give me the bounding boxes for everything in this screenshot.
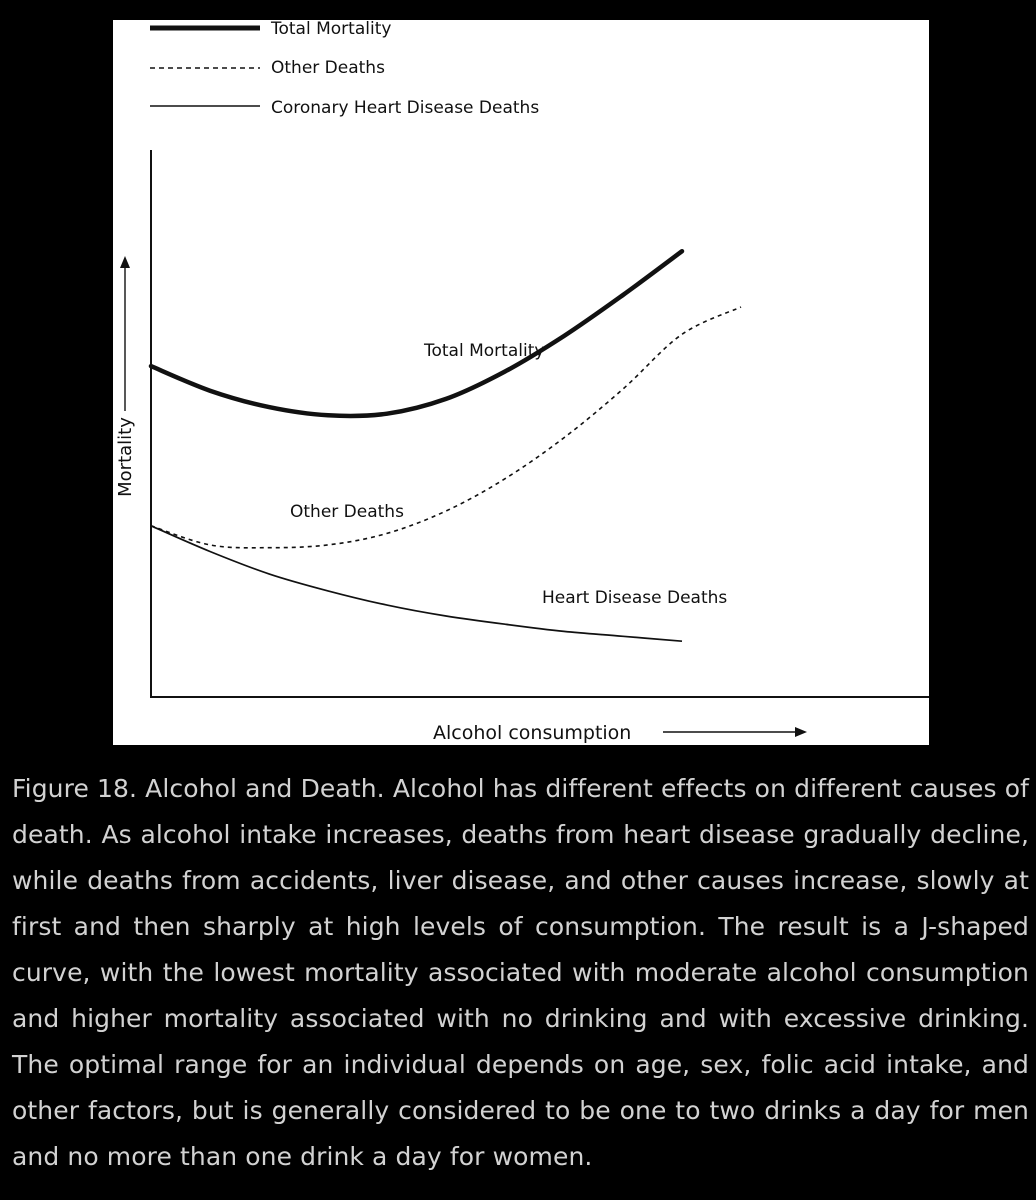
series-coronary-heart-disease-line xyxy=(151,526,682,641)
legend-label-coronary-heart-disease: Coronary Heart Disease Deaths xyxy=(271,98,540,118)
y-axis-label: Mortality xyxy=(115,417,136,497)
x-axis-label: Alcohol consumption xyxy=(433,722,632,744)
mortality-chart xyxy=(113,20,929,745)
figure-caption: Figure 18. Alcohol and Death. Alcohol has different effects on different causes of death. As alcohol intake increases, deaths from heart disease gradually decline, while deaths from accidents, liver disease, and other causes increase, slowly at first and then sharply at high levels of consumption. The result is a J-shaped curve, with the lowest mortality associated with moderate alcohol consumption and higher mortality associated with no drinking and with excessive drinking. The optimal range for an individual depends on age, sex, folic acid intake, and other factors, but is generally considered to be one to two drinks a day for men and no more than one drink a day for women. xyxy=(12,774,1029,1171)
series-total-mortality-line xyxy=(151,251,682,416)
figure-panel xyxy=(113,20,929,745)
legend-label-total-mortality: Total Mortality xyxy=(271,20,392,39)
series-label-heart-disease-deaths: Heart Disease Deaths xyxy=(542,588,728,608)
series-label-other-deaths: Other Deaths xyxy=(290,502,404,522)
series-label-total-mortality: Total Mortality xyxy=(424,341,545,361)
legend-label-other-deaths: Other Deaths xyxy=(271,58,385,78)
x-axis-arrowhead xyxy=(795,727,807,737)
y-axis-arrowhead xyxy=(120,256,130,268)
legend xyxy=(150,20,539,118)
